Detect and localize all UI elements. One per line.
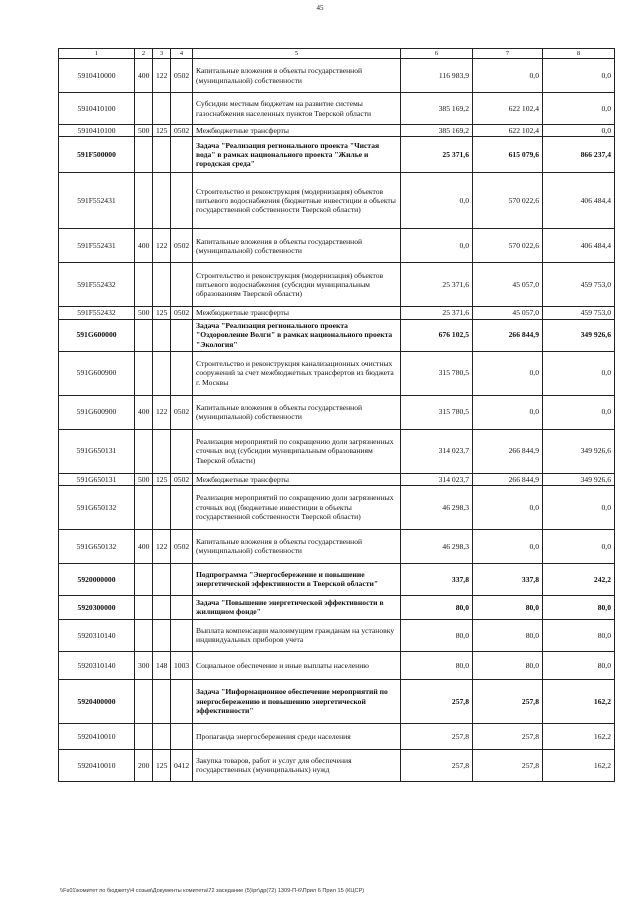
table-row bbox=[59, 125, 615, 137]
row-name-cell: Задача "Повышение энергетической эффективности в жилищном фонде" bbox=[193, 595, 401, 619]
row-section-cell: 0502 bbox=[171, 529, 193, 563]
row-value-col6-cell: 257,8 bbox=[401, 679, 473, 723]
row-code-cell: 591G650131 bbox=[59, 429, 135, 473]
row-value-col6-cell: 314 023,7 bbox=[401, 473, 473, 485]
row-type-cell bbox=[135, 137, 153, 173]
row-value-col6-cell: 46 298,3 bbox=[401, 485, 473, 529]
row-value-col7-cell: 570 022,6 bbox=[473, 173, 543, 229]
row-value-col8-cell: 349 926,6 bbox=[543, 473, 615, 485]
table-row bbox=[59, 229, 615, 263]
row-value-col7-cell: 0,0 bbox=[473, 395, 543, 429]
table-row bbox=[59, 93, 615, 125]
row-section-cell bbox=[171, 595, 193, 619]
row-type-cell: 400 bbox=[135, 229, 153, 263]
row-admin-cell: 122 bbox=[153, 529, 171, 563]
row-section-cell bbox=[171, 429, 193, 473]
row-admin-cell bbox=[153, 263, 171, 307]
row-value-col8-cell: 459 753,0 bbox=[543, 263, 615, 307]
row-name-cell: Капитальные вложения в объекты государственной (муниципальной) собственности bbox=[193, 59, 401, 93]
row-value-col6-cell: 80,0 bbox=[401, 619, 473, 651]
row-value-col7-cell: 337,8 bbox=[473, 563, 543, 595]
row-type-cell bbox=[135, 263, 153, 307]
row-type-cell: 200 bbox=[135, 749, 153, 781]
row-admin-cell bbox=[153, 319, 171, 351]
row-type-cell: 500 bbox=[135, 125, 153, 137]
row-code-cell: 591F500000 bbox=[59, 137, 135, 173]
budget-table bbox=[58, 48, 615, 782]
row-type-cell: 400 bbox=[135, 59, 153, 93]
row-value-col8-cell: 0,0 bbox=[543, 395, 615, 429]
row-value-col8-cell: 459 753,0 bbox=[543, 307, 615, 319]
row-code-cell: 591G650132 bbox=[59, 529, 135, 563]
table-row bbox=[59, 749, 615, 781]
row-value-col6-cell: 80,0 bbox=[401, 595, 473, 619]
row-type-cell bbox=[135, 485, 153, 529]
row-name-cell: Реализация мероприятий по сокращению доли загрязненных сточных вод (бюджетные инвестиции в объекты государственной собственности Тверской области) bbox=[193, 485, 401, 529]
row-value-col6-cell: 0,0 bbox=[401, 173, 473, 229]
row-value-col7-cell: 266 844,9 bbox=[473, 429, 543, 473]
row-value-col8-cell: 0,0 bbox=[543, 529, 615, 563]
row-admin-cell: 125 bbox=[153, 473, 171, 485]
table-row bbox=[59, 263, 615, 307]
row-admin-cell: 148 bbox=[153, 651, 171, 679]
table-row bbox=[59, 529, 615, 563]
row-type-cell: 300 bbox=[135, 651, 153, 679]
row-section-cell bbox=[171, 563, 193, 595]
table-row bbox=[59, 307, 615, 319]
row-name-cell: Закупка товаров, работ и услуг для обеспечения государственных (муниципальных) нужд bbox=[193, 749, 401, 781]
row-section-cell: 0502 bbox=[171, 125, 193, 137]
row-value-col6-cell: 676 102,5 bbox=[401, 319, 473, 351]
row-value-col6-cell: 315 780,5 bbox=[401, 395, 473, 429]
row-name-cell: Капитальные вложения в объекты государственной (муниципальной) собственности bbox=[193, 229, 401, 263]
row-code-cell: 591G600900 bbox=[59, 395, 135, 429]
row-admin-cell bbox=[153, 619, 171, 651]
row-value-col8-cell: 0,0 bbox=[543, 485, 615, 529]
row-type-cell bbox=[135, 619, 153, 651]
row-value-col8-cell: 349 926,6 bbox=[543, 429, 615, 473]
row-value-col7-cell: 570 022,6 bbox=[473, 229, 543, 263]
row-value-col7-cell: 80,0 bbox=[473, 619, 543, 651]
table-row bbox=[59, 59, 615, 93]
row-type-cell bbox=[135, 429, 153, 473]
row-section-cell bbox=[171, 137, 193, 173]
row-value-col7-cell: 0,0 bbox=[473, 529, 543, 563]
table-row bbox=[59, 679, 615, 723]
row-value-col6-cell: 25 371,6 bbox=[401, 307, 473, 319]
table-row bbox=[59, 563, 615, 595]
row-name-cell: Капитальные вложения в объекты государственной (муниципальной) собственности bbox=[193, 395, 401, 429]
row-type-cell bbox=[135, 563, 153, 595]
row-code-cell: 591F552431 bbox=[59, 229, 135, 263]
column-header: 2 bbox=[135, 49, 153, 59]
row-value-col8-cell: 162,2 bbox=[543, 723, 615, 749]
row-name-cell: Межбюджетные трансферты bbox=[193, 473, 401, 485]
row-value-col6-cell: 315 780,5 bbox=[401, 351, 473, 395]
row-admin-cell bbox=[153, 485, 171, 529]
row-value-col8-cell: 80,0 bbox=[543, 619, 615, 651]
row-value-col7-cell: 257,8 bbox=[473, 723, 543, 749]
row-code-cell: 591F552432 bbox=[59, 263, 135, 307]
row-admin-cell: 122 bbox=[153, 395, 171, 429]
page-number: 45 bbox=[316, 4, 324, 12]
column-header: 6 bbox=[401, 49, 473, 59]
row-admin-cell bbox=[153, 173, 171, 229]
row-value-col7-cell: 45 057,0 bbox=[473, 263, 543, 307]
row-value-col6-cell: 257,8 bbox=[401, 723, 473, 749]
row-code-cell: 5910410100 bbox=[59, 125, 135, 137]
row-section-cell: 0502 bbox=[171, 307, 193, 319]
table-row bbox=[59, 723, 615, 749]
row-name-cell: Пропаганда энергосбережения среди населения bbox=[193, 723, 401, 749]
row-code-cell: 5910410000 bbox=[59, 59, 135, 93]
row-section-cell bbox=[171, 263, 193, 307]
row-code-cell: 591F552432 bbox=[59, 307, 135, 319]
row-admin-cell bbox=[153, 563, 171, 595]
row-code-cell: 5920310140 bbox=[59, 619, 135, 651]
column-header: 5 bbox=[193, 49, 401, 59]
table-row bbox=[59, 595, 615, 619]
row-name-cell: Реализация мероприятий по сокращению доли загрязненных сточных вод (субсидии муниципальным образованиям Тверской области) bbox=[193, 429, 401, 473]
row-value-col6-cell: 0,0 bbox=[401, 229, 473, 263]
row-name-cell: Задача "Реализация регионального проекта "Чистая вода" в рамках национального проекта "Жилье и городская среда" bbox=[193, 137, 401, 173]
row-value-col8-cell: 349 926,6 bbox=[543, 319, 615, 351]
row-value-col7-cell: 257,8 bbox=[473, 749, 543, 781]
row-section-cell: 0412 bbox=[171, 749, 193, 781]
row-value-col6-cell: 80,0 bbox=[401, 651, 473, 679]
row-admin-cell bbox=[153, 679, 171, 723]
row-value-col7-cell: 615 079,6 bbox=[473, 137, 543, 173]
row-value-col7-cell: 0,0 bbox=[473, 351, 543, 395]
row-name-cell: Капитальные вложения в объекты государственной (муниципальной) собственности bbox=[193, 529, 401, 563]
column-header: 8 bbox=[543, 49, 615, 59]
file-path-footer: \\Fs01\комитет по бюджету\4 созыв\Документы комитета\72 заседание (5)\рг\др(72) 1309-П-6\Прил 6 Прил 15 (КЦСР) bbox=[60, 888, 365, 894]
row-admin-cell bbox=[153, 429, 171, 473]
row-section-cell: 0502 bbox=[171, 473, 193, 485]
row-value-col6-cell: 46 298,3 bbox=[401, 529, 473, 563]
row-code-cell: 591G600900 bbox=[59, 351, 135, 395]
row-name-cell: Строительство и реконструкция канализационных очистных сооружений за счет межбюджетных трансфертов из бюджета г. Москвы bbox=[193, 351, 401, 395]
row-admin-cell bbox=[153, 723, 171, 749]
column-header: 1 bbox=[59, 49, 135, 59]
row-code-cell: 591G600000 bbox=[59, 319, 135, 351]
table-row bbox=[59, 473, 615, 485]
row-value-col6-cell: 25 371,6 bbox=[401, 263, 473, 307]
row-value-col6-cell: 25 371,6 bbox=[401, 137, 473, 173]
row-section-cell bbox=[171, 619, 193, 651]
row-code-cell: 591G650132 bbox=[59, 485, 135, 529]
row-name-cell: Выплата компенсации малоимущим гражданам на установку индивидуальных приборов учета bbox=[193, 619, 401, 651]
table-body bbox=[59, 49, 615, 782]
row-type-cell bbox=[135, 319, 153, 351]
row-admin-cell: 125 bbox=[153, 749, 171, 781]
row-admin-cell: 122 bbox=[153, 229, 171, 263]
row-code-cell: 5920300000 bbox=[59, 595, 135, 619]
row-name-cell: Межбюджетные трансферты bbox=[193, 125, 401, 137]
row-section-cell: 0502 bbox=[171, 59, 193, 93]
row-section-cell: 0502 bbox=[171, 229, 193, 263]
table-row bbox=[59, 485, 615, 529]
table-row bbox=[59, 429, 615, 473]
row-code-cell: 5910410100 bbox=[59, 93, 135, 125]
row-value-col8-cell: 162,2 bbox=[543, 749, 615, 781]
row-value-col6-cell: 385 169,2 bbox=[401, 93, 473, 125]
table-row bbox=[59, 395, 615, 429]
row-name-cell: Межбюджетные трансферты bbox=[193, 307, 401, 319]
row-section-cell bbox=[171, 319, 193, 351]
row-value-col8-cell: 80,0 bbox=[543, 651, 615, 679]
row-section-cell bbox=[171, 351, 193, 395]
row-name-cell: Субсидии местным бюджетам на развитие системы газоснабжения населенных пунктов Тверской области bbox=[193, 93, 401, 125]
row-type-cell: 500 bbox=[135, 307, 153, 319]
row-value-col8-cell: 406 484,4 bbox=[543, 229, 615, 263]
row-code-cell: 5920400000 bbox=[59, 679, 135, 723]
row-name-cell: Социальное обеспечение и иные выплаты населению bbox=[193, 651, 401, 679]
row-value-col7-cell: 80,0 bbox=[473, 595, 543, 619]
row-value-col8-cell: 406 484,4 bbox=[543, 173, 615, 229]
row-value-col7-cell: 266 844,9 bbox=[473, 473, 543, 485]
table-row bbox=[59, 351, 615, 395]
row-type-cell bbox=[135, 595, 153, 619]
row-section-cell: 0502 bbox=[171, 395, 193, 429]
row-code-cell: 591G650131 bbox=[59, 473, 135, 485]
row-value-col8-cell: 242,2 bbox=[543, 563, 615, 595]
row-code-cell: 5920000000 bbox=[59, 563, 135, 595]
table-header-row bbox=[59, 49, 615, 59]
table-row bbox=[59, 619, 615, 651]
row-name-cell: Строительство и реконструкция (модернизация) объектов питьевого водоснабжения (субсидии муниципальным образованиям Тверской области) bbox=[193, 263, 401, 307]
row-value-col7-cell: 45 057,0 bbox=[473, 307, 543, 319]
row-type-cell bbox=[135, 173, 153, 229]
row-type-cell: 500 bbox=[135, 473, 153, 485]
row-value-col7-cell: 0,0 bbox=[473, 59, 543, 93]
row-value-col8-cell: 162,2 bbox=[543, 679, 615, 723]
row-section-cell bbox=[171, 93, 193, 125]
row-code-cell: 5920410010 bbox=[59, 749, 135, 781]
row-value-col8-cell: 0,0 bbox=[543, 125, 615, 137]
row-value-col7-cell: 80,0 bbox=[473, 651, 543, 679]
row-code-cell: 5920410010 bbox=[59, 723, 135, 749]
table-row bbox=[59, 173, 615, 229]
row-admin-cell: 125 bbox=[153, 307, 171, 319]
row-value-col6-cell: 385 169,2 bbox=[401, 125, 473, 137]
row-type-cell bbox=[135, 351, 153, 395]
row-type-cell bbox=[135, 679, 153, 723]
row-value-col8-cell: 0,0 bbox=[543, 351, 615, 395]
row-value-col7-cell: 257,8 bbox=[473, 679, 543, 723]
row-section-cell: 1003 bbox=[171, 651, 193, 679]
row-admin-cell bbox=[153, 137, 171, 173]
row-name-cell: Подпрограмма "Энергосбережение и повышение энергетической эффективности в Тверской области" bbox=[193, 563, 401, 595]
row-section-cell bbox=[171, 679, 193, 723]
row-section-cell bbox=[171, 485, 193, 529]
row-code-cell: 591F552431 bbox=[59, 173, 135, 229]
row-admin-cell: 125 bbox=[153, 125, 171, 137]
column-header: 3 bbox=[153, 49, 171, 59]
column-header: 4 bbox=[171, 49, 193, 59]
row-value-col6-cell: 116 983,9 bbox=[401, 59, 473, 93]
row-code-cell: 5920310140 bbox=[59, 651, 135, 679]
row-value-col7-cell: 622 102,4 bbox=[473, 93, 543, 125]
row-admin-cell bbox=[153, 93, 171, 125]
row-name-cell: Задача "Реализация регионального проекта "Оздоровление Волги" в рамках национального проекта "Экология" bbox=[193, 319, 401, 351]
table-row bbox=[59, 137, 615, 173]
row-value-col6-cell: 337,8 bbox=[401, 563, 473, 595]
row-value-col7-cell: 622 102,4 bbox=[473, 125, 543, 137]
row-value-col8-cell: 0,0 bbox=[543, 59, 615, 93]
row-value-col8-cell: 866 237,4 bbox=[543, 137, 615, 173]
table-row bbox=[59, 651, 615, 679]
row-admin-cell: 122 bbox=[153, 59, 171, 93]
row-value-col7-cell: 0,0 bbox=[473, 485, 543, 529]
row-value-col6-cell: 314 023,7 bbox=[401, 429, 473, 473]
row-admin-cell bbox=[153, 351, 171, 395]
row-section-cell bbox=[171, 173, 193, 229]
row-value-col6-cell: 257,8 bbox=[401, 749, 473, 781]
column-header: 7 bbox=[473, 49, 543, 59]
row-type-cell bbox=[135, 723, 153, 749]
row-value-col8-cell: 0,0 bbox=[543, 93, 615, 125]
row-admin-cell bbox=[153, 595, 171, 619]
row-type-cell bbox=[135, 93, 153, 125]
row-type-cell: 400 bbox=[135, 395, 153, 429]
table-row bbox=[59, 319, 615, 351]
row-type-cell: 400 bbox=[135, 529, 153, 563]
row-name-cell: Строительство и реконструкция (модернизация) объектов питьевого водоснабжения (бюджетные инвестиции в объекты государственной собственности Тверской области) bbox=[193, 173, 401, 229]
row-value-col7-cell: 266 844,9 bbox=[473, 319, 543, 351]
row-name-cell: Задача "Информационное обеспечение мероприятий по энергосбережению и повышению энергетической эффективности" bbox=[193, 679, 401, 723]
row-section-cell bbox=[171, 723, 193, 749]
row-value-col8-cell: 80,0 bbox=[543, 595, 615, 619]
